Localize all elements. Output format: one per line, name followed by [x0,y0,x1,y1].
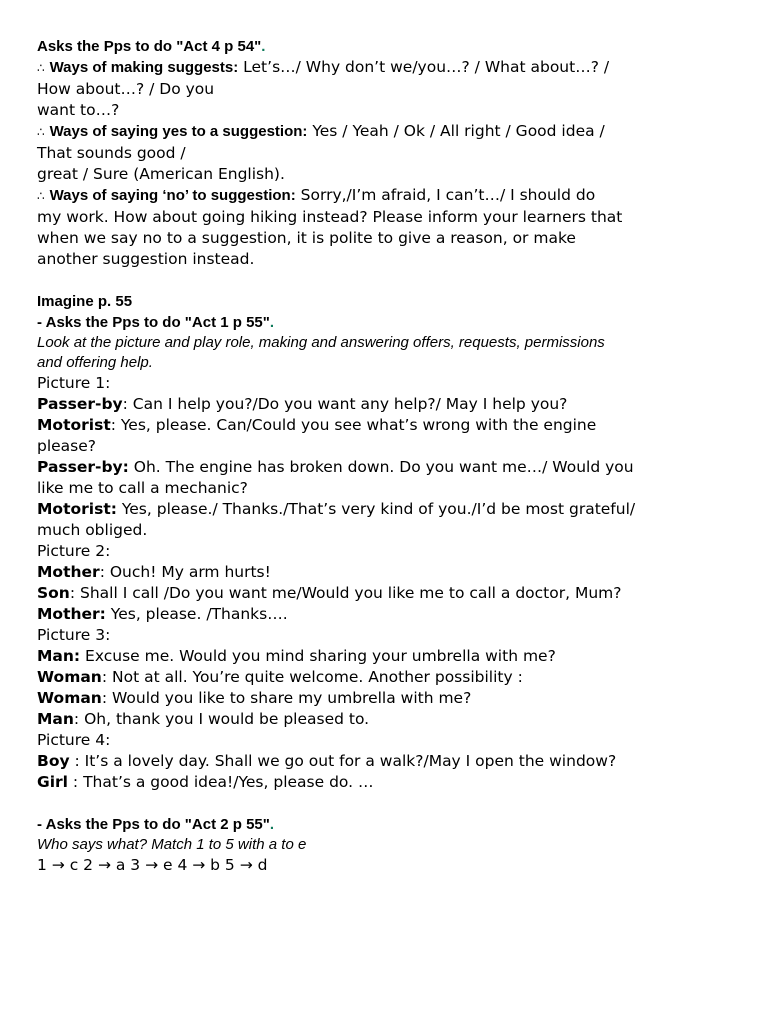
dialogue-line [37,583,737,604]
speaker: Passer-by [37,395,123,413]
dialogue-line [37,415,737,436]
act2-prefix: - [37,816,46,833]
picture-4-label: Picture 4: [37,731,111,749]
act1-instruction-1: Look at the picture and play role, making and answering offers, requests, permissions [37,334,605,351]
yes-line-1 [37,121,737,143]
suggest-text-1: Let’s…/ Why don’t we/you…? / What about…? / [238,58,610,76]
act1-prefix: - [37,314,46,331]
picture-3-label: Picture 3: [37,626,111,644]
yes-text-3: great / Sure (American English). [37,165,285,183]
speech: : It’s a lovely day. Shall we go out for a walk?/May I open the window? [69,752,617,770]
no-text-1: Sorry,/I’m afraid, I can’t…/ I should do [295,186,596,204]
speech: : Ouch! My arm hurts! [99,563,271,581]
yes-text-2: That sounds good / [37,144,186,162]
act4-title-text: Asks the Pps to do "Act 4 p 54" [37,38,262,55]
speaker: Son [37,584,70,602]
document-page [37,36,737,876]
speech: Yes, please. /Thanks…. [105,605,288,623]
speech: Oh. The engine has broken down. Do you want me…/ Would you [128,458,634,476]
speaker: Motorist: [37,500,117,518]
act2-title-text: Asks the Pps to do "Act 2 p 55" [45,816,270,833]
imagine-heading: Imagine p. 55 [37,293,133,310]
act2-title-dot: . [269,816,275,833]
act2-instruction: Who says what? Match 1 to 5 with a to e [37,836,307,853]
no-text-4: another suggestion instead. [37,250,255,268]
act4-title [37,36,737,57]
speaker: Woman [37,668,102,686]
speaker: Mother: [37,605,106,623]
spacer [37,270,737,291]
dialogue-line [37,457,737,478]
triple-dot-icon: ∴ [37,61,45,75]
act1-title-text: Asks the Pps to do "Act 1 p 55" [45,314,270,331]
suggest-line-1 [37,57,737,79]
dialogue-line [37,562,737,583]
speech: : Can I help you?/Do you want any help?/ May I help you? [122,395,568,413]
dialogue-line [37,709,737,730]
act1-title [37,312,737,333]
speaker: Man: [37,647,81,665]
dialogue-line [37,646,737,667]
no-text-3: when we say no to a suggestion, it is polite to give a reason, or make [37,229,576,247]
act1-title-dot: . [269,314,275,331]
dialogue-line [37,688,737,709]
suggest-text-3: want to…? [37,101,120,119]
speech: Yes, please./ Thanks./That’s very kind of you./I’d be most grateful/ [116,500,636,518]
speech: : Shall I call /Do you want me/Would you like me to call a doctor, Mum? [69,584,622,602]
speaker: Boy [37,752,70,770]
dialogue-line [37,751,737,772]
speech-continued: please? [37,437,97,455]
speaker: Girl [37,773,68,791]
speech-continued: much obliged. [37,521,148,539]
speech: : Yes, please. Can/Could you see what’s wrong with the engine [110,416,597,434]
speech-continued: like me to call a mechanic? [37,479,248,497]
act1-instruction-2: and offering help. [37,354,153,371]
dialogue-line [37,394,737,415]
speech: : Would you like to share my umbrella with me? [101,689,472,707]
act4-title-dot: . [261,38,266,55]
no-line-1 [37,185,737,207]
spacer [37,793,737,814]
speaker: Woman [37,689,102,707]
dialogue-line [37,667,737,688]
picture-2-label: Picture 2: [37,542,111,560]
speech: : Not at all. You’re quite welcome. Another possibility : [101,668,523,686]
speech: : Oh, thank you I would be pleased to. [73,710,370,728]
speech: : That’s a good idea!/Yes, please do. … [68,773,374,791]
dialogue-line [37,604,737,625]
dialogue-line [37,772,737,793]
suggest-label: Ways of making suggests: [49,59,239,76]
speaker: Passer-by: [37,458,129,476]
act2-title [37,814,737,835]
yes-label: Ways of saying yes to a suggestion: [49,123,308,140]
speech: Excuse me. Would you mind sharing your umbrella with me? [80,647,556,665]
speaker: Mother [37,563,100,581]
yes-text-1: Yes / Yeah / Ok / All right / Good idea / [307,122,605,140]
no-text-2: my work. How about going hiking instead? Please inform your learners that [37,208,623,226]
triple-dot-icon: ∴ [37,189,45,203]
speaker: Man [37,710,74,728]
speaker: Motorist [37,416,111,434]
no-label: Ways of saying ‘no’ to suggestion: [49,187,296,204]
suggest-text-2: How about…? / Do you [37,80,215,98]
act2-answers: 1 → c 2 → a 3 → e 4 → b 5 → d [37,856,268,874]
dialogue-line [37,499,737,520]
picture-1-label: Picture 1: [37,374,111,392]
triple-dot-icon: ∴ [37,125,45,139]
